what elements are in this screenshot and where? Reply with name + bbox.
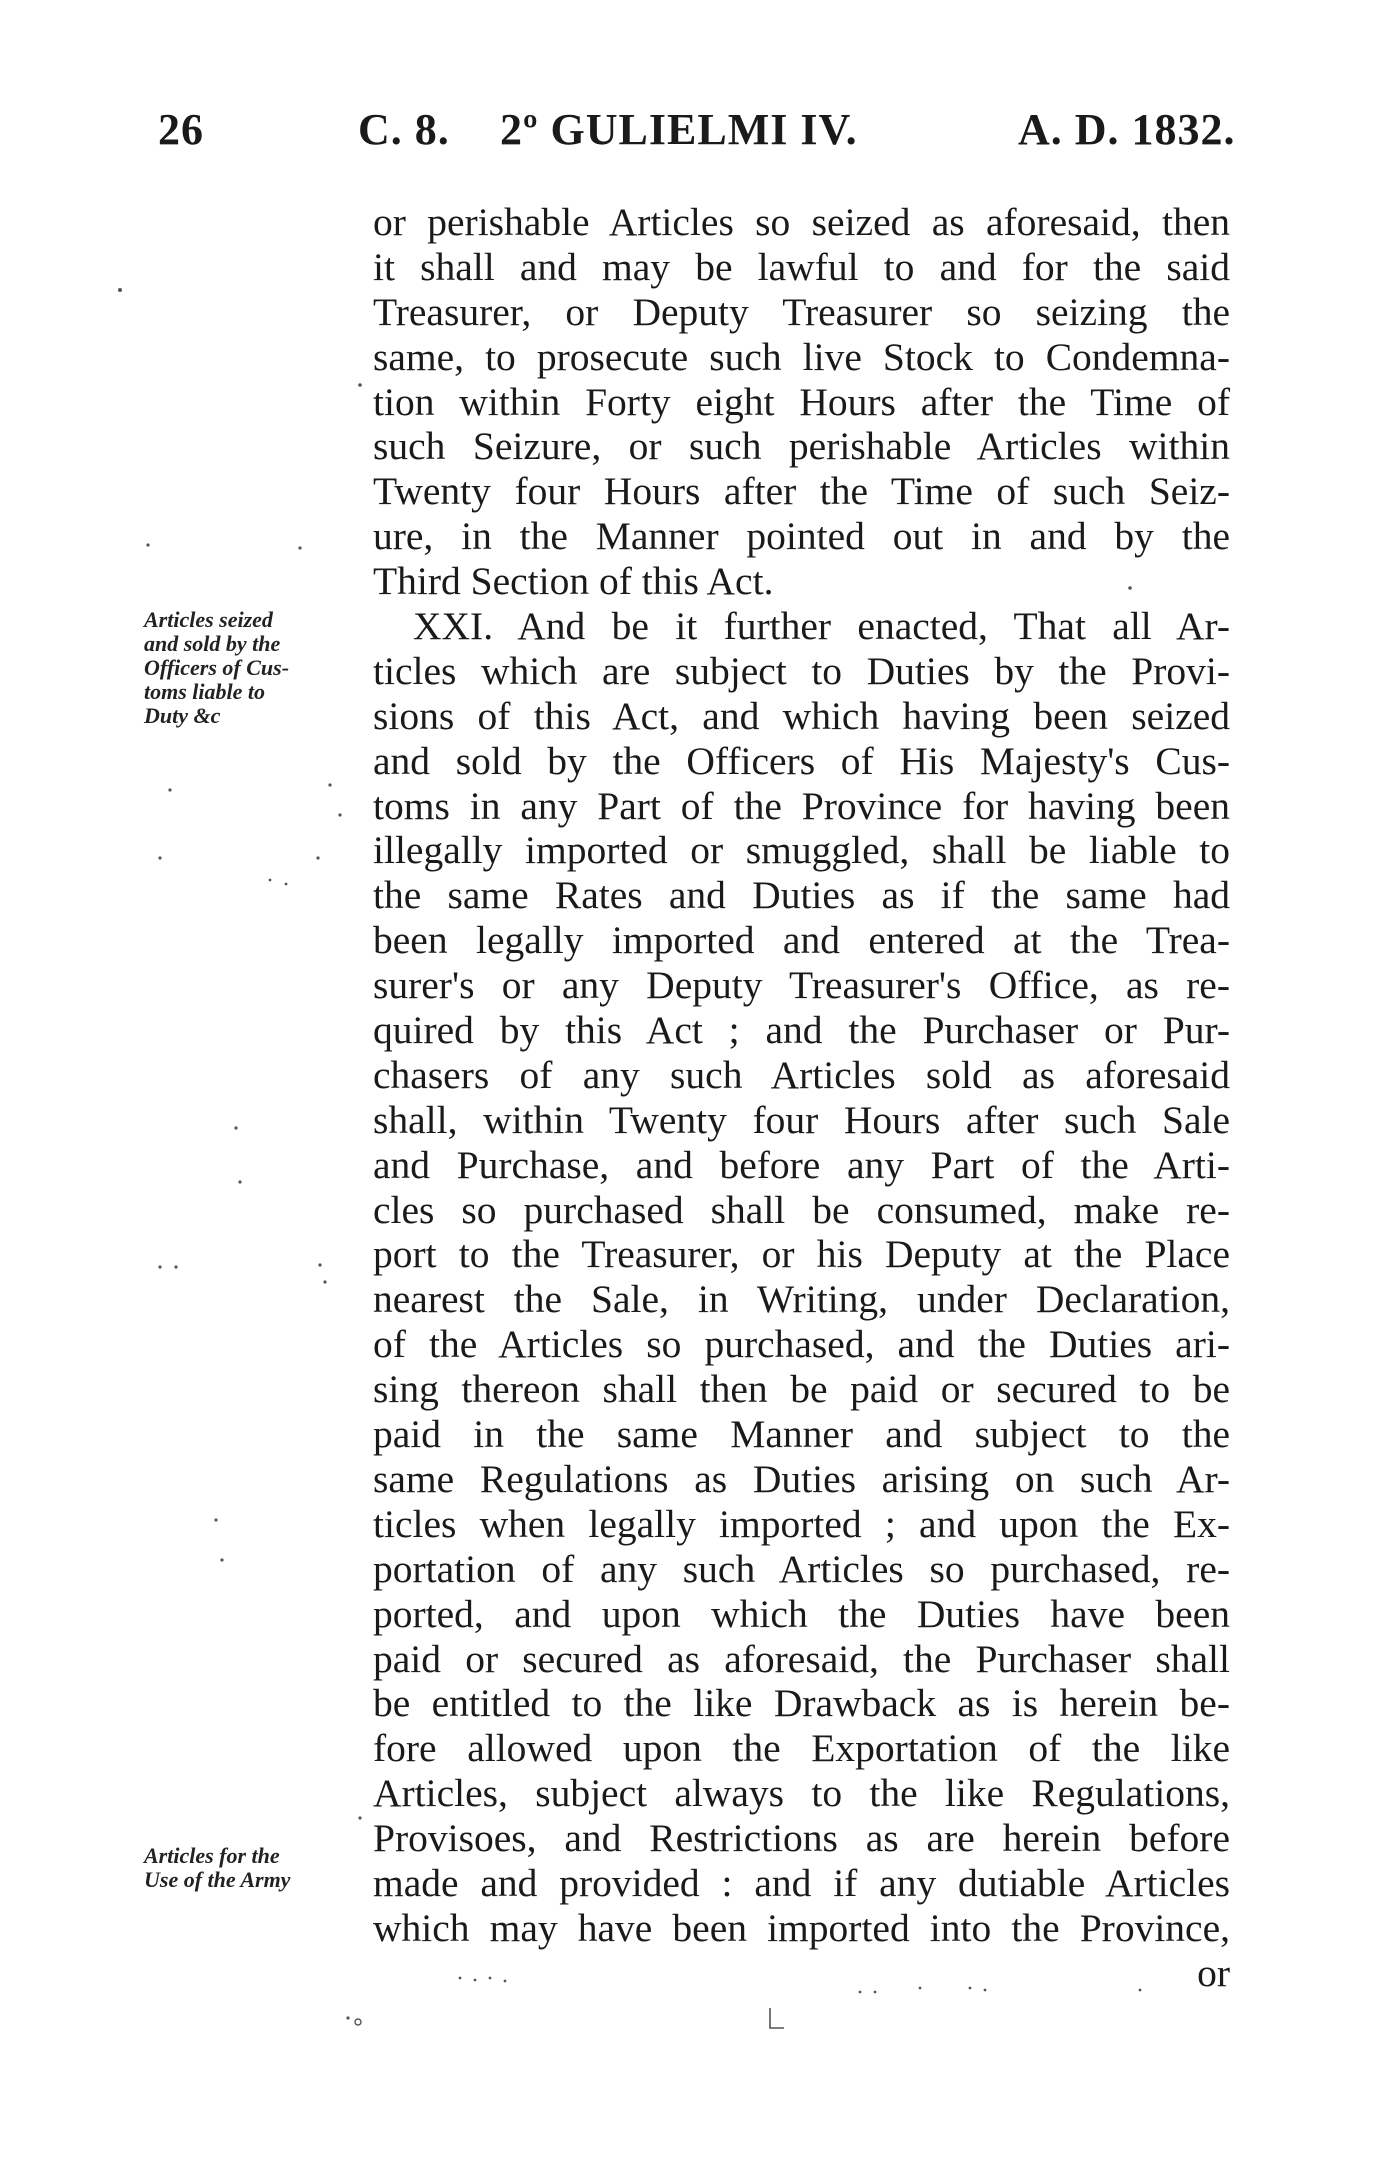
margin-note-line: Duty &c [144, 703, 221, 728]
body-line: sing thereon shall then be paid or secured to be [373, 1367, 1230, 1412]
regnal-year: 2º GULIELMI IV. [500, 105, 858, 154]
body-text [373, 200, 1230, 1996]
body-line: paid or secured as aforesaid, the Purchaser shall [373, 1636, 1230, 1681]
body-line: same Regulations as Duties arising on such Ar- [373, 1456, 1230, 1501]
body-line: illegally imported or smuggled, shall be liable to [373, 828, 1230, 873]
anno-domini: A. D. 1832. [1018, 105, 1236, 154]
body-line: it shall and may be lawful to and for the said [373, 244, 1230, 289]
margin-note-articles-seized [144, 608, 344, 728]
body-line: cles so purchased shall be consumed, make re- [373, 1187, 1230, 1232]
body-line: ticles which are subject to Duties by the Provi- [373, 648, 1230, 693]
margin-note-line: Articles seized [144, 607, 273, 632]
body-line: paid in the same Manner and subject to the [373, 1412, 1230, 1457]
body-line: which may have been imported into the Province, [373, 1905, 1230, 1950]
body-line: such Seizure, or such perishable Articles within [373, 424, 1230, 469]
margin-note-line: toms liable to [144, 679, 265, 704]
body-line: made and provided : and if any dutiable Articles [373, 1860, 1230, 1905]
margin-note-articles-army [144, 1844, 344, 1892]
margin-note-line: and sold by the [144, 631, 281, 656]
body-line: ported, and upon which the Duties have been [373, 1591, 1230, 1636]
body-line: toms in any Part of the Province for having been [373, 783, 1230, 828]
body-line: of the Articles so purchased, and the Duties ari- [373, 1322, 1230, 1367]
body-line: Third Section of this Act. [373, 559, 774, 604]
body-line: be entitled to the like Drawback as is herein be- [373, 1681, 1230, 1726]
body-line: sions of this Act, and which having been seized [373, 693, 1230, 738]
body-line: chasers of any such Articles sold as aforesaid [373, 1052, 1230, 1097]
body-line: port to the Treasurer, or his Deputy at the Place [373, 1232, 1230, 1277]
body-line: and sold by the Officers of His Majesty's Cus- [373, 738, 1230, 783]
body-line: the same Rates and Duties as if the same had [373, 873, 1230, 918]
body-line: same, to prosecute such live Stock to Condemna- [373, 334, 1230, 379]
body-line: shall, within Twenty four Hours after such Sale [373, 1097, 1230, 1142]
body-line: Provisoes, and Restrictions as are herein before [373, 1816, 1230, 1861]
page-number: 26 [158, 105, 204, 154]
body-line: or perishable Articles so seized as aforesaid, then [373, 200, 1230, 244]
margin-note-line: Use of the Army [144, 1867, 291, 1892]
body-line: tion within Forty eight Hours after the Time of [373, 379, 1230, 424]
body-line: ure, in the Manner pointed out in and by the [373, 514, 1230, 559]
body-line: Treasurer, or Deputy Treasurer so seizing the [373, 289, 1230, 334]
catchword: or [1197, 1950, 1230, 1995]
section-heading-line: XXI. And be it further enacted, That all Ar- [413, 604, 1230, 649]
body-line: ticles when legally imported ; and upon the Ex- [373, 1501, 1230, 1546]
running-head [158, 104, 1248, 160]
body-line: fore allowed upon the Exportation of the like [373, 1726, 1230, 1771]
body-line: quired by this Act ; and the Purchaser or Pur- [373, 1008, 1230, 1053]
chapter-reference: C. 8. [358, 105, 450, 154]
margin-note-line: Officers of Cus- [144, 655, 290, 680]
body-line: portation of any such Articles so purchased, re- [373, 1546, 1230, 1591]
body-line: nearest the Sale, in Writing, under Declaration, [373, 1277, 1230, 1322]
body-line: been legally imported and entered at the Trea- [373, 918, 1230, 963]
body-line: surer's or any Deputy Treasurer's Office, as re- [373, 963, 1230, 1008]
body-line: Articles, subject always to the like Regulations, [373, 1771, 1230, 1816]
body-line: and Purchase, and before any Part of the Arti- [373, 1142, 1230, 1187]
margin-note-line: Articles for the [144, 1843, 280, 1868]
body-line: Twenty four Hours after the Time of such Seiz- [373, 469, 1230, 514]
